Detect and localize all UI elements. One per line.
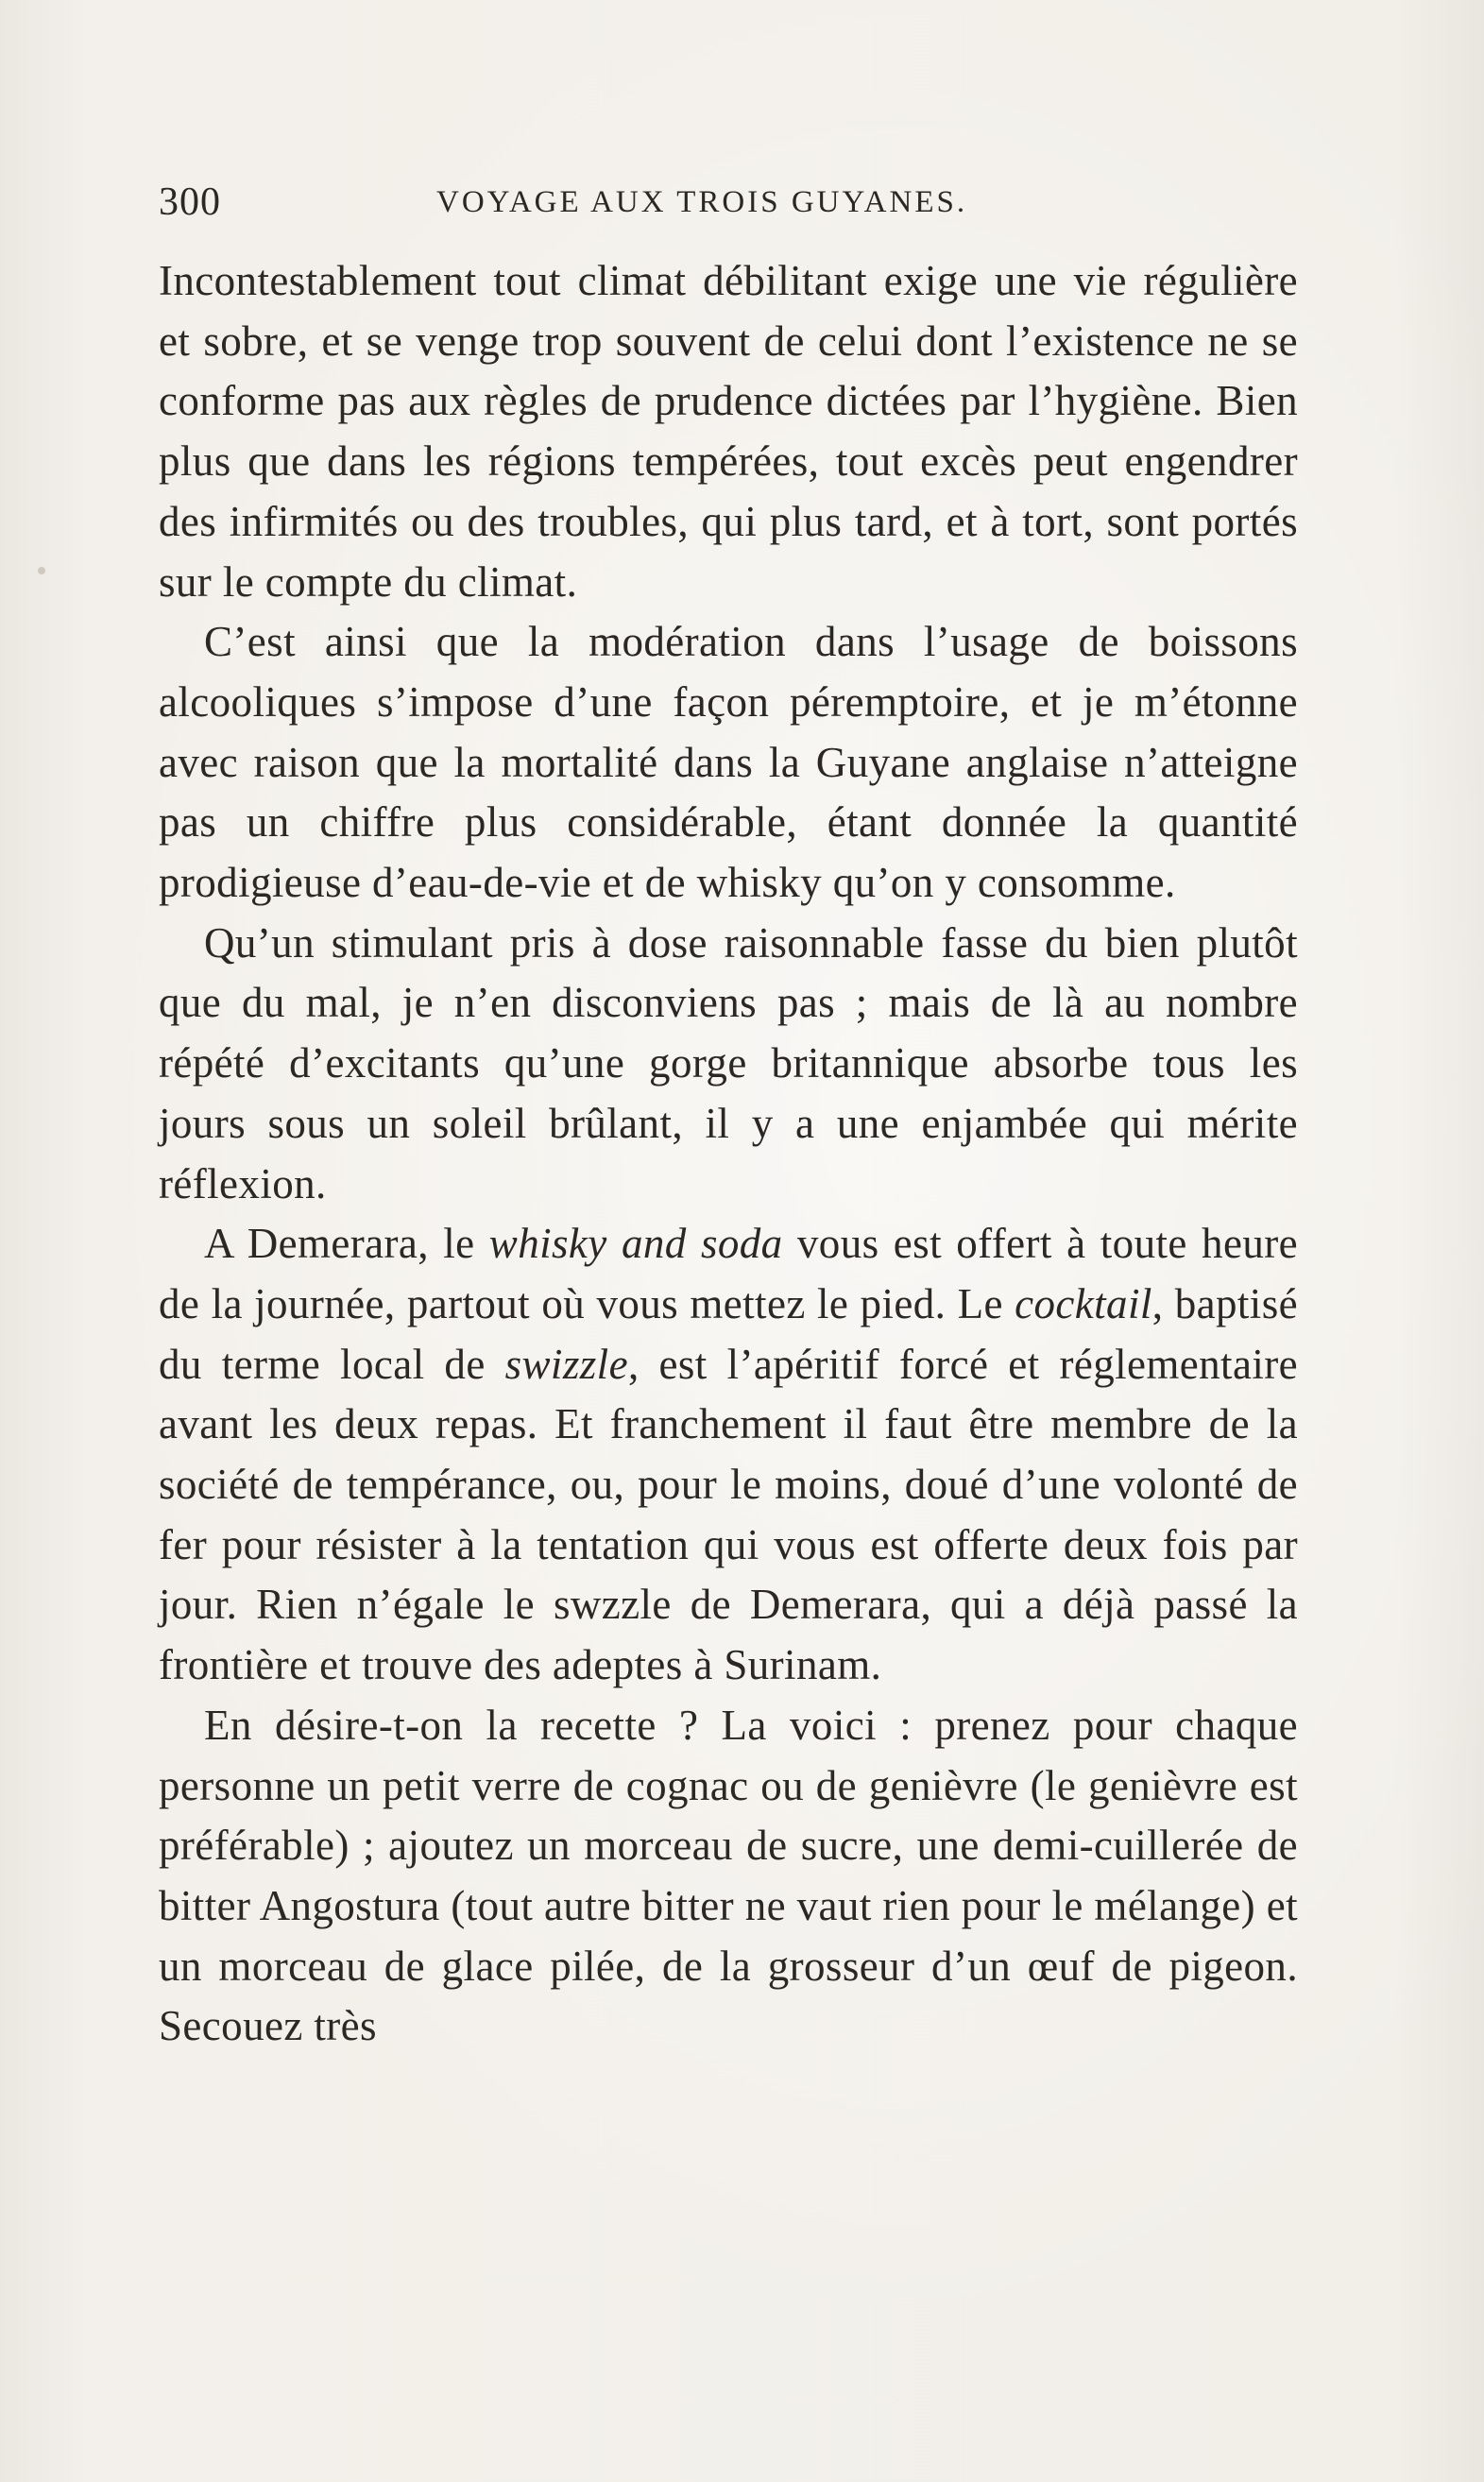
- italic-term-swizzle: swizzle: [504, 1340, 628, 1388]
- paragraph-text: C’est ainsi que la modération dans l’usage de boissons alcooliques s’impose d’une façon péremptoire, et je m’étonne avec raison que la mortalité dans la Guyane anglaise n’atteigne pas un chiffre plus considérable, étant donnée la quantité prodigieuse d’eau-de-vie et de whisky qu’on y consomme.: [159, 618, 1298, 907]
- italic-term-cocktail: cocktail: [1015, 1279, 1152, 1327]
- paragraph-text: Qu’un stimulant pris à dose raisonnable fasse du bien plutôt que du mal, je n’en disconviens pas ; mais de là au nombre répété d’excitants qu’une gorge britannique absorbe tous les jours sous un soleil brûlant, il y a une enjambée qui mérite réflexion.: [159, 918, 1298, 1207]
- paragraph-4: [159, 1214, 1298, 1696]
- paragraph-5: [159, 1696, 1298, 2057]
- paragraph-3: [159, 914, 1298, 1215]
- paragraph-text: En désire-t-on la recette ? La voici : prenez pour chaque personne un petit verre de cognac ou de genièvre (le genièvre est préférable) ; ajoutez un morceau de sucre, une demi-cuillerée de bitter Angostura (tout autre bitter ne vaut rien pour le mélange) et un morceau de glace pilée, de la grosseur d’un œuf de pigeon. Secouez très: [159, 1701, 1298, 2050]
- italic-term-whisky-and-soda: whisky and soda: [488, 1220, 783, 1268]
- paragraph-text: Incontestablement tout climat débilitant exige une vie régulière et sobre, et se venge trop souvent de celui dont l’existence ne se conforme pas aux règles de prudence dictées par l’hygiène. Bien plus que dans les régions tempérées, tout excès peut engendrer des infirmités ou des troubles, qui plus tard, et à tort, sont portés sur le compte du climat.: [159, 257, 1298, 606]
- page-body: [159, 251, 1298, 2057]
- page-number: 300: [159, 180, 221, 224]
- page-header: [159, 176, 1298, 232]
- paragraph-text: A Demerara, le: [204, 1220, 489, 1268]
- paragraph-text: vous est offert à toute heure de la journée, partout où vous mettez le pied. Le: [159, 1220, 1298, 1327]
- paragraph-1: [159, 251, 1298, 612]
- paragraph-2: [159, 612, 1298, 914]
- paragraph-text: , est l’apéritif forcé et réglementaire avant les deux repas. Et franchement il faut être membre de la société de tempérance, ou, pour le moins, doué d’une volonté de fer pour résister à la tentation qui vous est offerte deux fois par jour. Rien n’égale le swzzle de Demerara, qui a déjà passé la frontière et trouve des adeptes à Surinam.: [159, 1340, 1298, 1689]
- paper-speck: [38, 567, 45, 574]
- paragraph-text: , baptisé du terme local de: [159, 1279, 1298, 1388]
- running-title: VOYAGE AUX TROIS GUYANES.: [436, 185, 968, 219]
